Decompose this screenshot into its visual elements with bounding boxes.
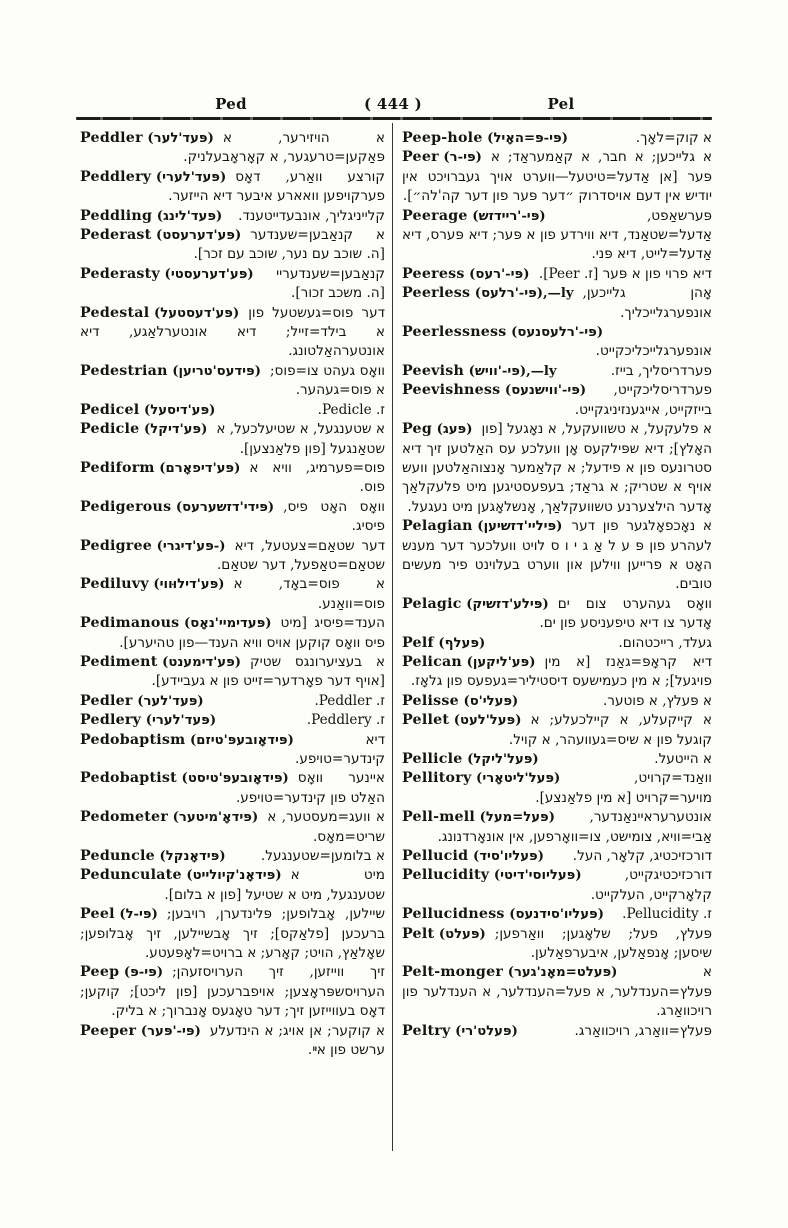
entry-headword [402, 653, 535, 672]
headword-text: Pelt [402, 925, 435, 942]
dictionary-entry [80, 769, 385, 808]
headword-text: Pellucidity [402, 867, 490, 884]
entry-headword [402, 1022, 518, 1041]
pronunciation: (פּי-ר) [438, 150, 482, 166]
pronunciation: (פּעליוסי'דיטי) [489, 868, 582, 884]
pronunciation: (פּע'דערעסט) [151, 228, 242, 244]
pronunciation: (פּעל=מעל) [475, 810, 555, 826]
pronunciation: (פּעלט) [434, 926, 486, 942]
entry-definition: פּעלץ=וואַרג, רויכוואַרג. [574, 1022, 712, 1039]
entry-definition: וואָס האָט פיס, פיסיג. [283, 498, 385, 535]
dictionary-entry [80, 226, 385, 265]
dictionary-entry [402, 595, 712, 634]
dictionary-entry [402, 866, 712, 905]
dictionary-entry [80, 905, 385, 963]
headword-text: Peevish [402, 362, 465, 379]
pronunciation: (פּע'דיקל) [139, 422, 208, 438]
dictionary-entry [80, 731, 385, 770]
entry-definition: איינער וואָס האַלט פון קינדער=טויפע. [235, 770, 385, 806]
entry-definition: א נאָכפאָלגער פון דער לעהרע פון פּ ע ל אַ ג י ו ס לויט וועלכער דער מענש האָט א פרייען ווילען און ווערט בעלוינט פיר מעשים טובים. [402, 518, 712, 593]
pronunciation: (פּי-'רלעס) [470, 286, 544, 302]
dictionary-entry [402, 420, 712, 517]
headword-text: Pelican [402, 653, 462, 670]
dictionary-entry [80, 847, 385, 866]
entry-headword [80, 905, 158, 924]
headword-text: Pellucidness [402, 906, 505, 923]
dictionary-entry [80, 1022, 385, 1061]
headword-text: Pellitory [402, 770, 472, 787]
entry-definition: פוס=פערמיג, וויא א פוס. [249, 459, 385, 496]
dictionary-entry [402, 284, 712, 323]
headword-text: Pedometer [80, 809, 169, 826]
entry-definition: א פוס=באָד, א פוס=וואַנע. [233, 576, 385, 612]
pronunciation: (פּע'דערעסטי) [159, 266, 254, 282]
headword-text: Pediform [80, 459, 155, 476]
entry-definition: דורכזיכטיגקייט, קלאָרקייט, העלקייט. [590, 867, 712, 903]
entry-headword [80, 575, 225, 594]
headword-text: Peddlery [80, 168, 152, 185]
pronunciation: (פּעלט=מאָנ'גער) [503, 965, 618, 981]
pronunciation: (פּידאָנ'קיולייט) [181, 868, 282, 884]
dictionary-entry [80, 963, 385, 1021]
entry-headword [80, 1022, 201, 1041]
dictionary-entry [402, 323, 712, 362]
pronunciation: (פּע'ליקען) [462, 654, 536, 670]
dictionary-entry [402, 265, 712, 284]
pronunciation: (פּע'דעסטעל) [149, 305, 240, 321]
dictionary-entry [80, 575, 385, 614]
pronunciation: (פּעליו'סיד) [468, 849, 544, 865]
dictionary-entry [80, 168, 385, 207]
entry-headword [80, 692, 204, 711]
headword-text: Peg [402, 421, 432, 438]
entry-definition: פערדריסליך, בייז. [610, 362, 712, 379]
entry-definition: וואַנד=קרויט, מויער=קרויט [א מין פלאַנצע]. [535, 770, 712, 806]
entry-headword [80, 459, 240, 478]
pronunciation: (פּעלף) [433, 635, 486, 651]
headword-text: Pederasty [80, 265, 160, 282]
entry-definition: מיט א שטענגעל, מיט א שטיעל [פון א בלום]. [164, 867, 385, 903]
left-column [80, 129, 385, 1061]
entry-definition: א פּעלץ=הענדלער, א פעל=הענדלער, א הענדלער פון רויכוואַרג. [402, 964, 712, 1020]
dictionary-entry [402, 692, 712, 711]
entry-definition: א הויזירער, א פּאַקען=טרעגער, א קאָראָבעלניק. [183, 130, 385, 166]
entry-definition: א קוקער; אן אויג; א הינדעלע ערשט פון אײ. [209, 1022, 385, 1059]
entry-headword [80, 963, 163, 982]
headword-text: Pedigree [80, 537, 153, 554]
entry-definition: קנאַבען=שענדעריי [ה. משכב זכור]. [276, 265, 385, 302]
headword-text: Pedimanous [80, 615, 180, 632]
dictionary-entry [402, 750, 712, 769]
pronunciation: (פּעל'ליטאָרי) [471, 771, 561, 787]
entry-definition: פּעלץ, פעל; שלאָגען; וואַרפען; שיסען; אָנפאַלען, איבערפאַלען. [494, 925, 712, 962]
dictionary-entry [402, 129, 712, 148]
headword-text: Pedigerous [80, 498, 172, 515]
pronunciation: (פּע'דילוּווי) [148, 577, 225, 593]
pronunciation: (פּי-פּ) [119, 965, 164, 981]
header-rule [76, 117, 712, 120]
entry-definition: א קוק=לאָך. [635, 130, 712, 146]
entry-headword [402, 381, 586, 400]
pronunciation: (פּעליו'סידנעס) [504, 907, 604, 923]
dictionary-entry [402, 362, 712, 381]
pronunciation: (פּי-'רלעסנעס) [506, 325, 604, 341]
headword-text: Pelagian [402, 518, 473, 535]
dictionary-entry [80, 304, 385, 362]
entry-definition: וואָס געהט צו=פוס; א פוס=געהער. [269, 362, 385, 399]
entry-headword [80, 711, 216, 730]
headword-text: Pedobaptist [80, 770, 177, 787]
pronunciation: (פּעג) [431, 422, 473, 438]
headword-text: Peep-hole [402, 130, 483, 146]
headword-text: Pelt-monger [402, 964, 504, 981]
entry-headword [80, 265, 254, 284]
pronunciation: (פּע'דימענט) [157, 654, 242, 670]
entry-headword [80, 362, 261, 381]
entry-headword [402, 847, 544, 866]
dictionary-entry [402, 381, 712, 420]
pronunciation: (פּידי'דזשערעס) [171, 499, 275, 515]
entry-headword [80, 537, 226, 556]
dictionary-entry [402, 905, 712, 924]
pronunciation: (פּידאָ'מיטער) [168, 810, 259, 826]
pronunciation: (פּעלי'ס) [458, 693, 519, 709]
running-head-left: Ped [215, 95, 247, 113]
entry-definition: דיא קינדער=טויפע. [295, 731, 385, 767]
entry-headword [402, 692, 518, 711]
entry-headword [402, 265, 529, 284]
pronunciation: (פּידאָובעפּ'טיסט) [176, 771, 289, 787]
dictionary-entry [402, 963, 712, 1021]
pronunciation: (פּעל'לעט) [449, 713, 522, 729]
headword-text: Pedestal [80, 304, 150, 321]
headword-text: Peerless [402, 285, 471, 302]
entry-headword [80, 769, 289, 788]
headword-text: Pediment [80, 653, 158, 670]
entry-headword [80, 808, 258, 827]
entry-headword [80, 653, 241, 672]
entry-headword [80, 847, 226, 866]
entry-headword [80, 401, 215, 420]
entry-definition: א בלומען=שטענגעל. [260, 848, 385, 865]
entry-definition: א קנאַבען=שענדער [ה. שוכב עם נער, שוכב עם זכר]. [193, 227, 385, 263]
entry-definition: אונפערגלייכליכקייט. [595, 343, 712, 360]
page-number: ( 444 ) [363, 95, 423, 113]
dictionary-entry [80, 362, 385, 401]
entry-headword [80, 304, 239, 323]
headword-text: Peerlessness [402, 324, 507, 341]
pronunciation: (פּי-'ריידזש) [467, 208, 546, 224]
entry-headword [402, 634, 485, 653]
headword-text: Pellucid [402, 848, 469, 865]
pronunciation: (פּי-'וויש) [464, 363, 527, 379]
entry-headword [402, 517, 562, 536]
headword-text: Peddler [80, 130, 143, 146]
pronunciation: (פּעד'לערי) [151, 169, 227, 185]
dictionary-entry [80, 420, 385, 459]
dictionary-entry [80, 207, 385, 226]
pronunciation: (פּע'דיגרי-) [152, 538, 226, 554]
headword-text: Peel [80, 906, 115, 923]
entry-definition: ז. Peddlery. [306, 712, 385, 729]
dictionary-entry [402, 925, 712, 964]
dictionary-entry [402, 634, 712, 653]
entry-headword [80, 129, 214, 148]
pronunciation: (פּי-'ווישנעס) [500, 383, 587, 399]
entry-definition: דיא קראָפּ=גאַנז [א מין פויגעל]; א מין כעמישעס דיסטיליר=געפעס פון גלאָז. [410, 653, 712, 690]
entry-headword [402, 925, 486, 944]
entry-definition: געלד, רייכטהום. [618, 634, 712, 651]
headword-text: Peddling [80, 207, 153, 224]
entry-headword [80, 731, 294, 750]
entry-headword [402, 711, 521, 730]
entry-headword [402, 808, 555, 827]
headword-text: Pedicel [80, 401, 140, 418]
entry-definition: א גלייכען; א חבר, א קאַמעראַד; א פּער [אן אַדעל=טיטעל—ווערט אויך געברויכט אין יודיש אין דעם אויסדרוק ״דער פּער פון דער קה'לה״]. [402, 149, 712, 205]
pronunciation: (פּידעס'טריען) [167, 363, 261, 379]
dictionary-entry [402, 1022, 712, 1041]
headword-text: Pelisse [402, 692, 459, 709]
entry-headword [402, 905, 604, 924]
headword-text: Pedestrian [80, 362, 168, 379]
entry-definition: ז. Pellucidity. [622, 906, 712, 923]
dictionary-entry [80, 537, 385, 576]
pronunciation: (פּעלט'רי) [450, 1023, 518, 1039]
pronunciation: (פּידאָנקל) [154, 849, 226, 865]
dictionary-entry [80, 498, 385, 537]
pronunciation: (פּעדימיי'נאָס) [179, 616, 272, 632]
text-columns [80, 129, 712, 1061]
entry-headword [402, 284, 574, 303]
entry-headword [80, 498, 274, 517]
dictionary-entry [80, 265, 385, 304]
entry-definition: דיא פרוי פון א פּער [ז. Peer]. [538, 265, 712, 282]
headword-text: Peltry [402, 1022, 451, 1039]
suffix-note: ,—ly [543, 286, 574, 302]
entry-definition: פערדריסליכקייט, בייזקייט, אייגענזיניגקייט. [574, 382, 712, 418]
headword-text: Pediluvy [80, 576, 149, 593]
entry-definition: וואָס געהערט צום ים אָדער צו דיא טיפעניסע פון ים. [539, 595, 712, 632]
entry-definition: א פּעלץ, א פוטער. [602, 692, 712, 709]
entry-definition: א קייקעלע, א קיילכעלע; א קוגעל פון א שיס=געוועהר, א קויל. [508, 712, 712, 748]
entry-headword [80, 420, 207, 439]
entry-definition: דורכזיכטיג, קלאָר, העל. [572, 848, 712, 865]
entry-definition: הענד=פיסיג [מיט פיס וואָס קוקען אויס וויא הענד—פון טהיערע]. [119, 615, 385, 651]
entry-headword [80, 866, 282, 885]
headword-text: Peerage [402, 207, 468, 224]
headword-text: Pelf [402, 634, 434, 651]
entry-definition: זיך ווייזען, זיך הערויסזעהן; הערויסשפּראָצען; אויפברעכען [פון ליכט]; קוקען; דאָס בעווייזען זיך; דער טאָגעס אָנברוך; א בליק. [80, 964, 385, 1020]
headword-text: Peevishness [402, 382, 501, 399]
dictionary-entry [80, 808, 385, 847]
right-column [402, 129, 712, 1061]
entry-definition: ז. Pedicle. [317, 401, 385, 418]
headword-text: Pedicle [80, 421, 140, 438]
dictionary-entry [80, 614, 385, 653]
entry-definition: קלייניגליך, אונבעדייטענד. [238, 207, 385, 224]
entry-definition: פּערשאַפט, אַדעל=שטאַנד, דיא ווירדע פון א פּער; דיא פּערס, דיא אַדעל=לייט, דיא פּני. [402, 207, 712, 263]
entry-definition: ז. Peddler. [314, 692, 385, 709]
headword-text: Pedobaptism [80, 731, 186, 748]
headword-text: Pedler [80, 692, 133, 709]
entry-headword [402, 420, 472, 439]
pronunciation: (פּי-ל) [114, 907, 158, 923]
dictionary-entry [402, 207, 712, 265]
dictionary-entry [402, 653, 712, 692]
entry-headword [402, 595, 549, 614]
pronunciation: (פּע'דיפאָרם) [154, 460, 241, 476]
suffix-note: ,—ly [526, 363, 557, 379]
headword-text: Pedunculate [80, 867, 182, 884]
pronunciation: (פּע'דיסעל) [139, 402, 216, 418]
dictionary-entry [402, 711, 712, 750]
headword-text: Peep [80, 964, 120, 981]
entry-headword [80, 207, 222, 226]
entry-definition: א הייטעל. [654, 751, 712, 767]
entry-headword [80, 614, 272, 633]
entry-definition: אונטערעראיינאַנדער, אַבי=וויא, צומישט, צו=וואָרפען, אין אונאָרדנונג. [437, 809, 712, 845]
headword-text: Peduncle [80, 848, 155, 865]
dictionary-entry [402, 847, 712, 866]
entry-headword [402, 323, 603, 342]
headword-text: Pederast [80, 227, 152, 244]
pronunciation: (פּילע'דזשיק) [461, 596, 549, 612]
entry-definition: א שטענגעל, א שטיעלכעל, א שטאַנגעל [פון פלאַנצען]. [216, 421, 385, 457]
pronunciation: (פּיליי'דזשיען) [472, 519, 563, 535]
entry-definition: א פלעקעל, א טשוועקעל, א נאָגעל [פון האָלץ]; דיא שפּילקעס אָן וועלכע עס האַלטען זיך דיא סטרונעס פון א פידעל; א קלאַמער אָנצוהאַלטען וועש אויף א שטריק; א גראַד; בעפעסטיגען מיט פלעקלאַך אָדער הילצערנע טשוועקלאַך, אָנשלאָגען מיט נעגעל. [402, 421, 712, 515]
dictionary-entry [80, 459, 385, 498]
entry-headword [402, 963, 617, 982]
entry-definition: א בעציערונגס שטיק [אויף דער פאָרדער=זייט פון א געביידע]. [151, 653, 385, 690]
dictionary-entry [80, 653, 385, 692]
running-head-right: Pel [547, 95, 575, 113]
pronunciation: (פּידאָובעפּ'טיזם) [185, 732, 294, 748]
entry-definition: שיילען, אָבלופען; פּלינדערן, רויבען; ברעכען [פלאַקס]; זיך אָבשיילען, זיך אָבלופען; שאָלאַץ, הויט; קאָרע; א ברויט=לאָפּעטע. [80, 906, 385, 962]
pronunciation: (פּי-פּ=האָיל) [482, 131, 568, 146]
dictionary-entry [80, 692, 385, 711]
pronunciation: (פּי-'רעס) [464, 266, 530, 282]
dictionary-entry [80, 866, 385, 905]
headword-text: Peeress [402, 265, 465, 282]
headword-text: Pell-mell [402, 809, 476, 826]
dictionary-entry [80, 401, 385, 420]
headword-text: Pedlery [80, 712, 142, 729]
dictionary-entry [402, 769, 712, 808]
entry-definition: א וועג=מעסטער, א שריט=מאָס. [267, 809, 385, 845]
entry-definition: אָהן גלייכען, אונפערגלייכליך. [582, 285, 712, 321]
entry-headword [402, 750, 539, 769]
pronunciation: (פּעד'לער) [132, 693, 204, 709]
entry-headword [402, 129, 568, 148]
headword-text: Pellet [402, 712, 450, 729]
pronunciation: (פּעד'לערי) [141, 713, 217, 729]
headword-text: Peer [402, 149, 439, 166]
headword-text: Pelagic [402, 595, 462, 612]
dictionary-entry [80, 711, 385, 730]
entry-headword [402, 148, 482, 167]
dictionary-entry [402, 517, 712, 595]
entry-headword [80, 226, 241, 245]
pronunciation: (פּעד'לינג) [152, 208, 223, 224]
headword-text: Pellicle [402, 751, 463, 767]
dictionary-entry [402, 808, 712, 847]
entry-definition: דער שטאַם=צעטעל, דיא שטאַם=טאַפעל, דער שטאַם. [216, 537, 385, 573]
entry-headword [402, 769, 560, 788]
entry-headword [402, 866, 582, 885]
entry-headword [402, 362, 557, 381]
pronunciation: (פּעל'ליקל) [462, 752, 539, 767]
dictionary-entry [402, 148, 712, 206]
entry-definition: דער פוס=געשטעל פון א בילד=זייל; דיא אונטערלאַגע, דיא אונטערהאַלטונג. [80, 304, 385, 360]
entry-headword [80, 168, 226, 187]
dictionary-entry [80, 129, 385, 168]
entry-definition: קורצע וואַרע, דאָס פערקויפען וואארע איבער דיא הייזער. [168, 168, 385, 205]
entry-headword [402, 207, 546, 226]
pronunciation: (פּעד'לער) [142, 131, 214, 146]
headword-text: Peeper [80, 1022, 137, 1039]
pronunciation: (פּי-'פּער) [136, 1023, 201, 1039]
